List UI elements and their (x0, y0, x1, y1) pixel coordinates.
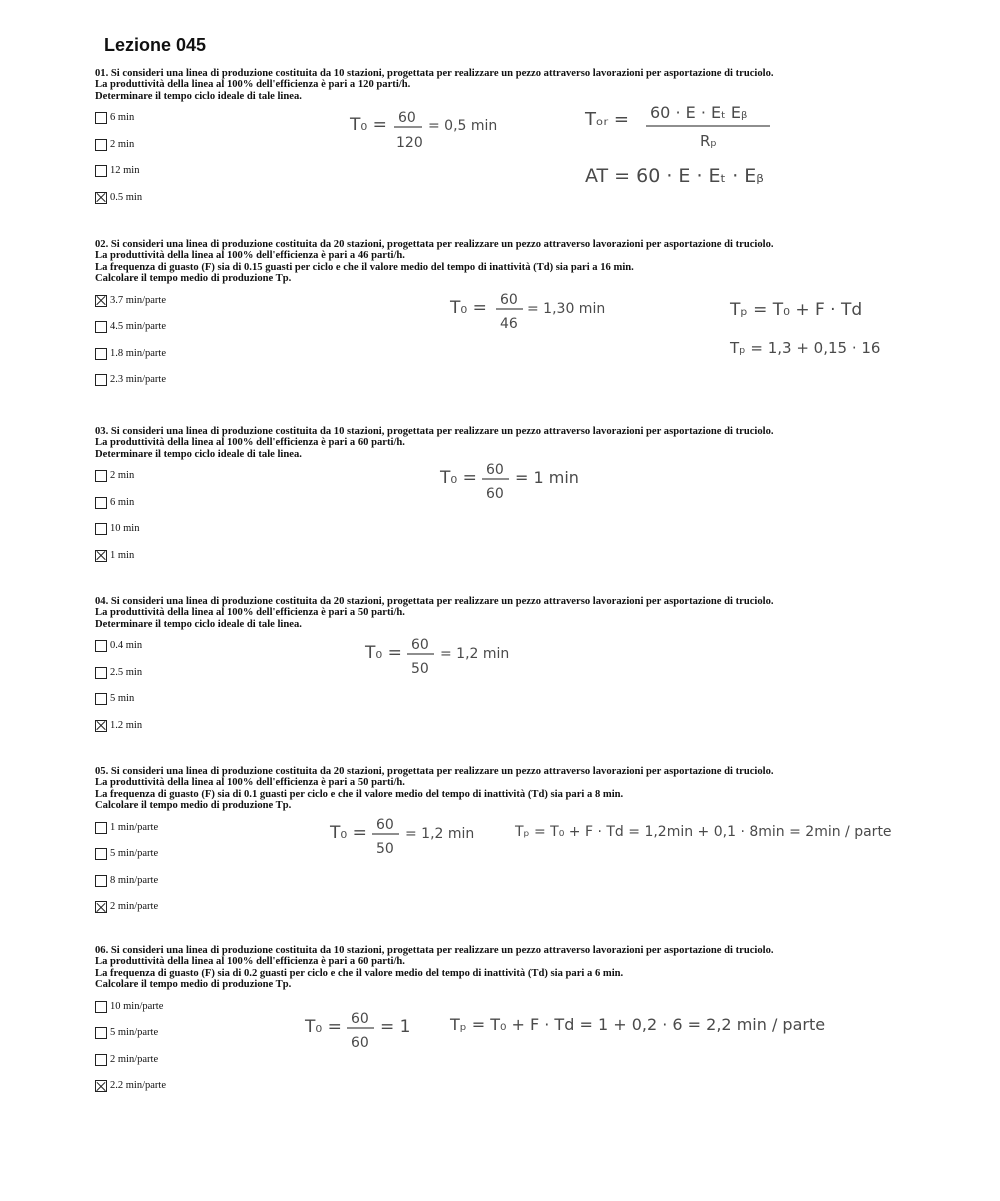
hw-q6-t0-num: 60 (351, 1011, 369, 1027)
question-text (95, 68, 975, 102)
question-line: La produttività della linea al 100% dell'efficienza è pari a 60 parti/h. (95, 956, 405, 968)
hw-q1-tor-num: 60 · E · Eₜ Eᵦ (650, 103, 748, 122)
hw-q1-t0-num: 60 (398, 110, 416, 126)
checkbox[interactable] (95, 165, 107, 177)
answer-label: 5 min/parte (110, 848, 159, 860)
answer-label: 4.5 min/parte (110, 321, 166, 333)
question-line: Calcolare il tempo medio di produzione Tp. (95, 800, 292, 812)
hw-q5-t0-lhs: T₀ = (330, 823, 367, 843)
checked-checkbox[interactable] (95, 901, 107, 913)
checkbox[interactable] (95, 822, 107, 834)
question-line: La frequenza di guasto (F) sia di 0.15 guasti per ciclo e che il valore medio del tempo di inattività (Td) sia pari a 16 min. (95, 261, 634, 273)
answer-label: 2 min/parte (110, 901, 159, 913)
answer-label: 12 min (110, 165, 140, 177)
checkbox[interactable] (95, 470, 107, 482)
hw-q3-t0-num: 60 (486, 462, 504, 478)
question-line: Determinare il tempo ciclo ideale di tale linea. (95, 618, 302, 630)
checkbox[interactable] (95, 112, 107, 124)
answer-option[interactable] (95, 691, 975, 718)
hw-q2-t0-lhs: T₀ = (450, 298, 487, 318)
hw-q3-t0-lhs: T₀ = (440, 468, 477, 488)
hw-q2-tp-formula: Tₚ = T₀ + F · Td (730, 300, 863, 320)
checkbox[interactable] (95, 523, 107, 535)
checkbox[interactable] (95, 693, 107, 705)
handwriting-q1 (340, 100, 800, 200)
handwriting-q5 (325, 810, 955, 870)
handwriting-q3 (435, 455, 635, 515)
checkbox[interactable] (95, 1001, 107, 1013)
hw-q6-tp: Tₚ = T₀ + F · Td = 1 + 0,2 · 6 = 2,2 min / parte (450, 1015, 826, 1034)
checkbox[interactable] (95, 321, 107, 333)
checked-checkbox[interactable] (95, 1080, 107, 1092)
answer-label: 10 min/parte (110, 1000, 164, 1012)
answer-label: 6 min (110, 496, 135, 508)
checked-checkbox[interactable] (95, 295, 107, 307)
question-line: 06. Si consideri una linea di produzione costituita da 10 stazioni, progettata per realizzare un pezzo attraverso lavorazioni per asportazione di truciolo. (95, 945, 774, 956)
answer-label: 1 min (110, 549, 135, 561)
question-line: Determinare il tempo ciclo ideale di tale linea. (95, 448, 302, 460)
hw-q1-tor-lhs: Tₒᵣ = (585, 109, 629, 130)
question-line: 03. Si consideri una linea di produzione costituita da 10 stazioni, progettata per realizzare un pezzo attraverso lavorazioni per asportazione di truciolo. (95, 426, 774, 437)
question-line: La produttività della linea al 100% dell'efficienza è pari a 50 parti/h. (95, 777, 405, 789)
answer-option[interactable] (95, 718, 975, 745)
checkbox[interactable] (95, 667, 107, 679)
checked-checkbox[interactable] (95, 550, 107, 562)
answer-option[interactable] (95, 1078, 975, 1105)
hw-q5-t0-rhs: = 1,2 min (405, 826, 475, 842)
checkbox[interactable] (95, 374, 107, 386)
handwriting-q6 (300, 1000, 920, 1060)
hw-q4-t0-num: 60 (411, 637, 429, 653)
answer-option[interactable] (95, 521, 975, 548)
hw-q4-t0-den: 50 (411, 661, 429, 677)
answer-label: 2 min (110, 470, 135, 482)
question-line: 05. Si consideri una linea di produzione costituita da 20 stazioni, progettata per realizzare un pezzo attraverso lavorazioni per asportazione di truciolo. (95, 766, 774, 777)
answer-label: 0.5 min (110, 191, 143, 203)
hw-q6-t0-lhs: T₀ = (305, 1017, 342, 1037)
question-line: La produttività della linea al 100% dell'efficienza è pari a 46 parti/h. (95, 250, 405, 262)
hw-q1-t0-den: 120 (396, 135, 423, 151)
answer-label: 8 min/parte (110, 874, 159, 886)
question-line: La produttività della linea al 100% dell'efficienza è pari a 50 parti/h. (95, 607, 405, 619)
hw-q1-t0-rhs: = 0,5 min (428, 118, 498, 134)
checkbox[interactable] (95, 1027, 107, 1039)
hw-q2-t0-num: 60 (500, 292, 518, 308)
checkbox[interactable] (95, 848, 107, 860)
answer-label: 1.2 min (110, 719, 143, 731)
hw-q4-t0-rhs: = 1,2 min (440, 646, 510, 662)
question-line: La frequenza di guasto (F) sia di 0.2 guasti per ciclo e che il valore medio del tempo di inattività (Td) sia pari a 6 min. (95, 967, 624, 979)
checkbox[interactable] (95, 640, 107, 652)
lesson-title: Lezione 045 (104, 35, 207, 55)
question-line: La produttività della linea al 100% dell'efficienza è pari a 60 parti/h. (95, 437, 405, 449)
question-text (95, 945, 975, 991)
handwriting-q2 (445, 285, 905, 365)
answer-label: 10 min (110, 523, 140, 535)
answer-label: 5 min/parte (110, 1027, 159, 1039)
hw-q1-tor-den: Rₚ (700, 132, 717, 150)
answer-label: 1 min/parte (110, 821, 159, 833)
answer-option[interactable] (95, 899, 975, 926)
answer-label: 2.2 min/parte (110, 1080, 166, 1092)
hw-q2-tp-calc: Tₚ = 1,3 + 0,15 · 16 (730, 339, 881, 357)
answer-label: 0.4 min (110, 640, 143, 652)
checkbox[interactable] (95, 139, 107, 151)
answer-label: 3.7 min/parte (110, 294, 166, 306)
answer-option[interactable] (95, 873, 975, 900)
checked-checkbox[interactable] (95, 192, 107, 204)
hw-q2-t0-rhs: = 1,30 min (527, 301, 606, 317)
question-text (95, 239, 975, 285)
question-line: La frequenza di guasto (F) sia di 0.1 guasti per ciclo e che il valore medio del tempo di inattività (Td) sia pari a 8 min. (95, 788, 624, 800)
question-line: 02. Si consideri una linea di produzione costituita da 20 stazioni, progettata per realizzare un pezzo attraverso lavorazioni per asportazione di truciolo. (95, 239, 774, 250)
hw-q3-t0-den: 60 (486, 486, 504, 502)
hw-q5-t0-den: 50 (376, 841, 394, 857)
answer-label: 5 min (110, 693, 135, 705)
question-line: 01. Si consideri una linea di produzione costituita da 10 stazioni, progettata per realizzare un pezzo attraverso lavorazioni per asportazione di truciolo. (95, 68, 774, 79)
checkbox[interactable] (95, 875, 107, 887)
question-text (95, 766, 975, 812)
question-text (95, 596, 975, 630)
answer-label: 2 min/parte (110, 1053, 159, 1065)
answer-label: 6 min (110, 112, 135, 124)
hw-q5-tp: Tₚ = T₀ + F · Td = 1,2min + 0,1 · 8min = 2min / parte (515, 824, 892, 840)
answer-label: 2 min (110, 138, 135, 150)
question-line: La produttività della linea al 100% dell'efficienza è pari a 120 parti/h. (95, 79, 411, 91)
answer-option[interactable] (95, 372, 975, 399)
hw-q3-t0-rhs: = 1 min (515, 468, 579, 487)
hw-q4-t0-lhs: T₀ = (365, 643, 402, 663)
handwriting-q4 (360, 630, 560, 690)
hw-q5-t0-num: 60 (376, 817, 394, 833)
answer-label: 1.8 min/parte (110, 347, 166, 359)
hw-q6-t0-den: 60 (351, 1035, 369, 1051)
question-line: 04. Si consideri una linea di produzione costituita da 20 stazioni, progettata per realizzare un pezzo attraverso lavorazioni per asportazione di truciolo. (95, 596, 774, 607)
question-line: Calcolare il tempo medio di produzione Tp. (95, 979, 292, 991)
checkbox[interactable] (95, 348, 107, 360)
checkbox[interactable] (95, 497, 107, 509)
hw-q1-t0-lhs: T₀ = (350, 115, 387, 135)
hw-q1-at: AT = 60 · E · Eₜ · Eᵦ (585, 165, 764, 187)
hw-q6-t0-rhs: = 1 (380, 1017, 411, 1037)
checked-checkbox[interactable] (95, 720, 107, 732)
answer-label: 2.5 min (110, 666, 143, 678)
question-line: Calcolare il tempo medio di produzione Tp. (95, 273, 292, 285)
question-line: Determinare il tempo ciclo ideale di tale linea. (95, 90, 302, 102)
checkbox[interactable] (95, 1054, 107, 1066)
answer-option[interactable] (95, 548, 975, 575)
hw-q2-t0-den: 46 (500, 316, 518, 332)
answer-label: 2.3 min/parte (110, 374, 166, 386)
